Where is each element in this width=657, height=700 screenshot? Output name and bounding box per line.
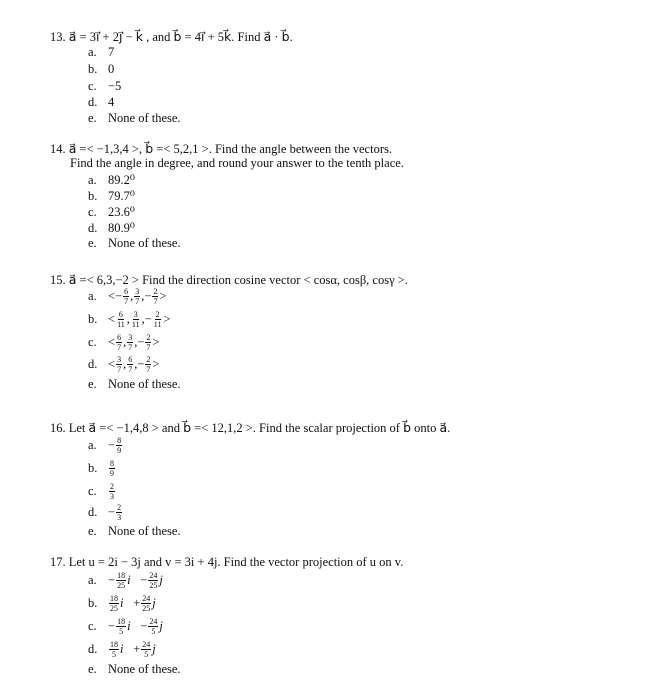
option-label: b. [88,312,98,326]
angle-close: > [163,312,171,326]
option-14e[interactable] [88,236,181,251]
fraction [123,287,129,306]
option-text: 80.9⁰ [108,221,135,235]
option-13e[interactable] [88,111,181,126]
denominator: 5 [119,627,124,636]
sign: − [144,289,152,303]
operator: + [133,642,141,656]
option-15b[interactable]: b. < $\frac{6}{11}$ , $\frac{3}{11}$ , − $\frac{2}{11}$ > [88,310,171,329]
option-13c[interactable] [88,79,121,94]
denominator: 25 [149,581,158,590]
numerator: 18 [117,571,126,580]
option-17e[interactable] [88,662,181,677]
option-label: b. [88,461,98,475]
option-14d[interactable] [88,220,135,236]
question-number: 14. [50,142,66,156]
numerator: 2 [110,482,114,491]
option-17d[interactable] [88,640,165,659]
option-label: a. [88,289,97,303]
option-text: 79.7⁰ [108,189,135,203]
numerator: 24 [142,594,151,603]
denominator: 7 [128,343,133,352]
option-15a[interactable]: a. < − $\frac{6}{7}$ , $\frac{3}{7}$ , − $\frac{2}{7}$ > [88,287,167,306]
fraction [116,503,122,522]
denominator: 9 [110,469,114,478]
sign: − [108,573,116,587]
option-17a[interactable] [88,571,173,590]
option-16c[interactable] [88,482,116,501]
question-15-stem [50,272,408,288]
option-15e[interactable] [88,377,181,392]
fraction [148,617,158,636]
option-label: e. [88,111,97,125]
option-13b[interactable] [88,62,114,77]
denominator: 7 [146,343,151,352]
fraction [116,355,122,374]
numerator: 6 [128,355,133,364]
denominator: 7 [117,343,122,352]
option-label: b. [88,62,98,76]
unit-vector: i⃗ [120,596,134,610]
question-17-stem [50,555,403,570]
denominator: 25 [110,604,118,613]
question-14-instruction: Find the angle in degree, and round your answer to the tenth place. [70,156,404,170]
option-label: d. [88,95,98,109]
option-16d[interactable] [88,503,123,522]
sign: − [108,438,116,452]
option-label: b. [88,188,98,203]
angle-open: < [108,312,116,326]
unit-vector: i⃗ [127,573,141,587]
fraction [109,640,119,659]
numerator: 24 [142,640,151,649]
operator: − [140,573,148,587]
numerator: 3 [128,333,133,342]
numerator: 3 [133,310,138,319]
numerator: 6 [117,333,122,342]
denominator: 11 [131,320,140,329]
option-label: d. [88,505,98,519]
fraction [131,310,141,329]
denominator: 3 [110,492,114,501]
fraction [109,594,119,613]
option-text: None of these. [108,524,181,538]
numerator: 2 [155,310,160,319]
denominator: 9 [117,446,122,455]
question-number: 13. [50,30,66,44]
option-text: None of these. [108,662,181,676]
question-number: 16. [50,421,66,435]
fraction [153,310,163,329]
denominator: 7 [146,365,151,374]
denominator: 5 [112,650,116,659]
question-number: 17. [50,555,66,569]
numerator: 3 [117,355,122,364]
option-text: 0 [108,62,115,76]
numerator: 18 [117,617,126,626]
option-17b[interactable] [88,594,165,613]
numerator: 8 [117,436,122,445]
fraction [141,594,151,613]
denominator: 7 [135,297,140,306]
option-label: d. [88,357,98,371]
option-label: e. [88,377,97,391]
question-13-stem [50,29,293,45]
option-label: c. [88,204,97,219]
numerator: 24 [149,571,158,580]
option-label: a. [88,438,97,452]
fraction [141,640,151,659]
question-text: Let u = 2i − 3j and v = 3i + 4j. Find the vector projection of u on v. [68,555,404,569]
angle-open: < [108,357,116,371]
question-text: a⃗ =< −1,3,4 >, b⃗ =< 5,2,1 >. Find the angle between the vectors. [68,142,392,156]
unit-vector: i⃗ [120,642,134,656]
option-16a[interactable] [88,436,123,455]
numerator: 24 [149,617,158,626]
option-label: c. [88,619,97,633]
sign: − [108,505,116,519]
question-14-stem [50,141,392,157]
numerator: 2 [153,287,158,296]
option-label: d. [88,220,98,235]
option-text: None of these. [108,236,181,250]
angle-close: > [159,289,167,303]
option-text: 23.6⁰ [108,205,135,219]
denominator: 7 [153,297,158,306]
option-text: 4 [108,95,115,109]
question-number: 15. [50,273,66,287]
fraction [109,459,115,478]
denominator: 25 [117,581,126,590]
angle-close: > [152,335,160,349]
option-text: 89.2⁰ [108,173,135,187]
fraction [116,617,126,636]
denominator: 11 [153,320,162,329]
unit-vector: j⃗ [159,573,173,587]
fraction [127,355,133,374]
option-text: −5 [108,79,122,93]
operator: + [133,596,141,610]
option-13a[interactable] [88,45,114,60]
option-label: a. [88,45,97,59]
denominator: 7 [117,365,122,374]
numerator: 6 [118,310,123,319]
operator: − [140,619,148,633]
denominator: 5 [144,650,149,659]
option-label: c. [88,335,97,349]
numerator: 2 [117,503,122,512]
numerator: 8 [110,459,114,468]
option-15c[interactable]: c. < $\frac{6}{7}$ , $\frac{3}{7}$ , − $\frac{2}{7}$ > [88,333,160,352]
option-16b[interactable] [88,459,116,478]
fraction [145,355,151,374]
option-label: b. [88,596,98,610]
fraction [116,333,122,352]
option-14a[interactable] [88,172,135,188]
sign: − [115,289,123,303]
sign: − [144,312,152,326]
angle-open: < [108,335,116,349]
denominator: 25 [142,604,151,613]
numerator: 18 [110,640,118,649]
option-text: None of these. [108,111,181,125]
question-16-stem [50,420,450,436]
option-label: e. [88,662,97,676]
numerator: 6 [124,287,129,296]
option-label: a. [88,573,97,587]
option-label: e. [88,524,97,538]
angle-close: > [152,357,160,371]
question-text: a⃗ =< 6,3,−2 > Find the direction cosine vector < cosα, cosβ, cosγ >. [68,273,408,287]
fraction [109,482,115,501]
option-label: d. [88,642,98,656]
unit-vector: j⃗ [152,596,166,610]
sign: − [137,335,145,349]
unit-vector: i⃗ [127,619,141,633]
option-label: e. [88,236,97,250]
question-text: a⃗ = 3i⃗ + 2j⃗ − k⃗ , and b⃗ = 4i⃗ + 5k⃗. Find a⃗ · b⃗. [68,30,293,44]
unit-vector: j⃗ [152,642,166,656]
denominator: 11 [117,320,125,329]
option-13d[interactable] [88,95,114,110]
numerator: 2 [146,333,151,342]
fraction [148,571,158,590]
denominator: 3 [117,513,122,522]
fraction [127,333,133,352]
fraction [152,287,158,306]
fraction [134,287,140,306]
option-16e[interactable] [88,524,181,539]
option-17c[interactable] [88,617,173,636]
denominator: 7 [128,365,133,374]
option-14b[interactable] [88,188,135,204]
numerator: 18 [110,594,118,603]
denominator: 7 [124,297,129,306]
option-text: None of these. [108,377,181,391]
fraction [145,333,151,352]
numerator: 3 [135,287,140,296]
option-label: c. [88,79,97,93]
option-label: c. [88,484,97,498]
numerator: 2 [146,355,151,364]
fraction [116,310,126,329]
question-text: Let a⃗ =< −1,4,8 > and b⃗ =< 12,1,2 >. Find the scalar projection of b⃗ onto a⃗. [68,421,451,435]
fraction [116,436,122,455]
denominator: 5 [151,627,156,636]
option-label: a. [88,172,97,187]
option-text: 7 [108,45,115,59]
fraction [116,571,126,590]
unit-vector: j⃗ [159,619,173,633]
sign: − [108,619,116,633]
sign: − [137,357,145,371]
option-15d[interactable]: d. < $\frac{3}{7}$ , $\frac{6}{7}$ , − $\frac{2}{7}$ > [88,355,160,374]
option-14c[interactable] [88,204,135,220]
angle-open: < [108,289,116,303]
